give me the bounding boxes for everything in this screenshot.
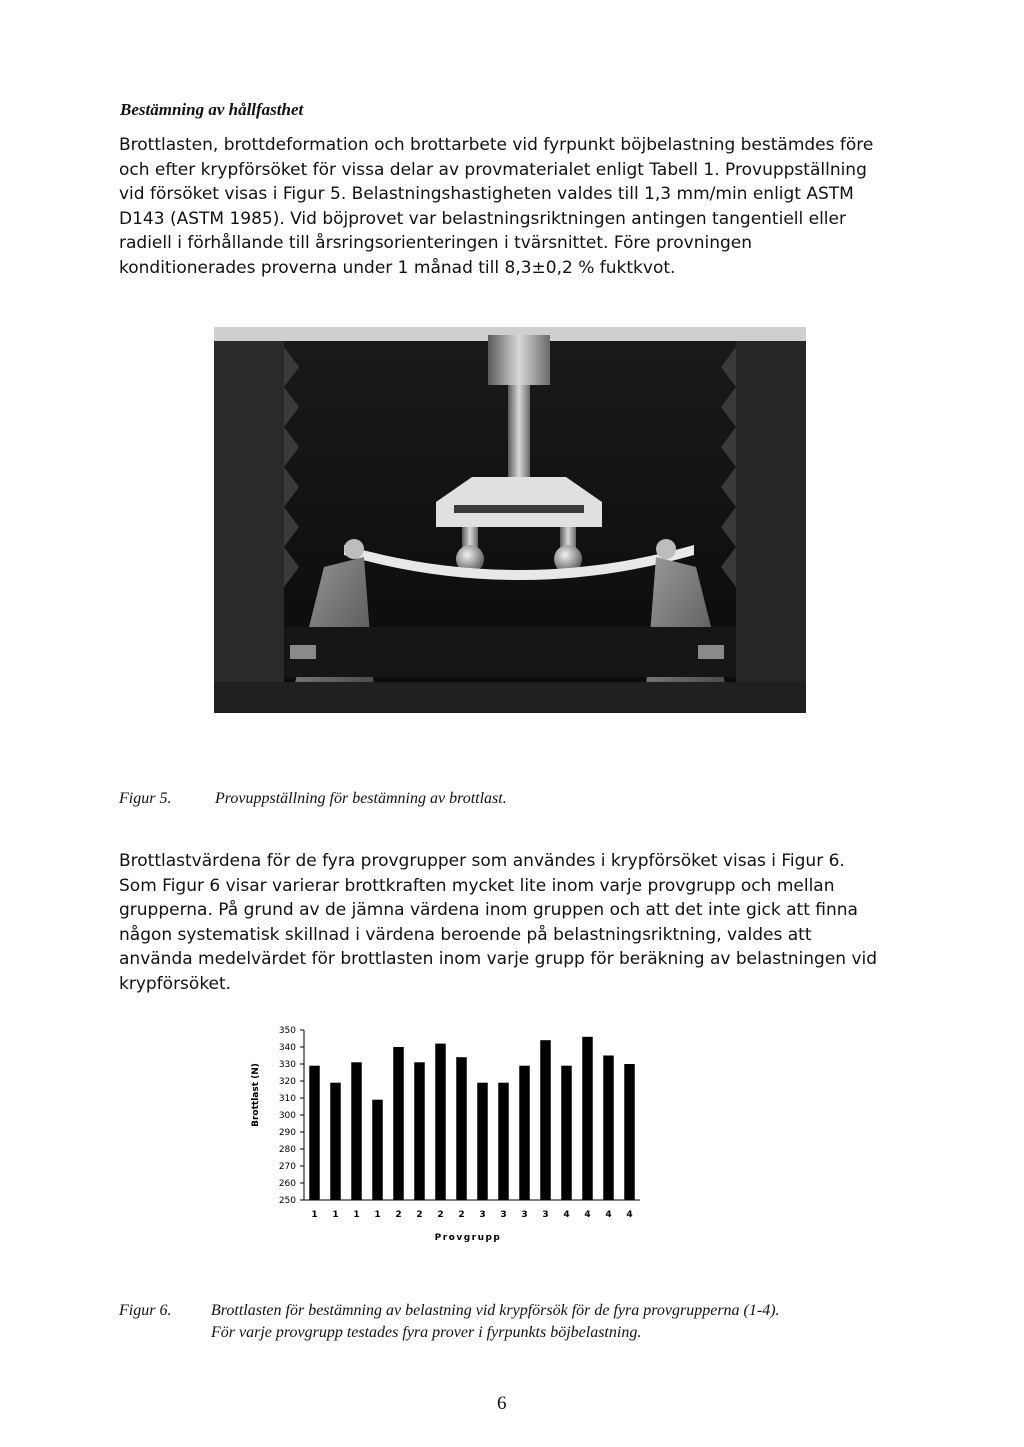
x-tick-label: 4 <box>563 1210 570 1220</box>
bar <box>456 1057 467 1200</box>
bar <box>603 1056 614 1201</box>
x-tick-label: 3 <box>542 1210 549 1220</box>
bar <box>330 1083 341 1200</box>
bar <box>435 1044 446 1200</box>
paragraph-breaking-load: Brottlastvärdena för de fyra provgrupper som användes i krypförsöket visas i Figur 6. Som Figur 6 visar varierar brottkraften mycket lite inom varje provgrupp och mellan grupperna. På grund av de jämna värdena inom gruppen och att det inte gick att finna någon systematisk skillnad i värdena beroende på belastningsriktning, valdes att använda medelvärdet för brottlasten inom varje grupp för beräkning av belastningen vid krypförsöket. <box>119 851 878 994</box>
bar <box>393 1047 404 1200</box>
y-tick-label: 350 <box>278 1026 296 1036</box>
y-tick-label: 340 <box>278 1043 296 1053</box>
y-tick-label: 320 <box>278 1077 296 1087</box>
x-tick-label: 1 <box>353 1210 360 1220</box>
x-tick-label: 2 <box>458 1210 465 1220</box>
x-tick-label: 3 <box>500 1210 507 1220</box>
x-tick-label: 4 <box>584 1210 591 1220</box>
y-tick-label: 260 <box>278 1179 296 1189</box>
x-tick-label: 1 <box>311 1210 318 1220</box>
x-tick-label: 3 <box>479 1210 486 1220</box>
bar <box>351 1062 362 1200</box>
figure6-caption <box>211 1300 891 1344</box>
x-tick-label: 2 <box>416 1210 423 1220</box>
bar <box>582 1037 593 1200</box>
page-number: 6 <box>497 1393 507 1414</box>
figure5-caption: Provuppställning för bestämning av brottlast. <box>215 790 507 807</box>
figure6-caption-line2: För varje provgrupp testades fyra prover i fyrpunkts böjbelastning. <box>211 1324 642 1341</box>
test-setup-illustration <box>214 327 806 713</box>
bar <box>477 1083 488 1200</box>
y-tick-label: 270 <box>278 1162 296 1172</box>
x-tick-label: 3 <box>521 1210 528 1220</box>
paragraph-strength-method: Brottlasten, brottdeformation och brottarbete vid fyrpunkt böjbelastning bestämdes före och efter krypförsöket för vissa delar av provmaterialet enligt Tabell 1. Provuppställning vid försöket visas i Figur 5. Belastningshastigheten valdes till 1,3 mm/min enligt ASTM D143 (ASTM 1985). Vid böjprovet var belastningsriktningen antingen tangentiell eller radiell i förhållande till årsringsorienteringen i tvärsnittet. Före provningen konditionerades proverna under 1 månad till 8,3±0,2 % fuktkvot. <box>119 135 874 278</box>
bar <box>498 1083 509 1200</box>
x-tick-label: 2 <box>395 1210 402 1220</box>
bar <box>519 1066 530 1200</box>
bar <box>561 1066 572 1200</box>
bar <box>624 1064 635 1200</box>
test-setup-photo <box>214 327 806 713</box>
x-axis <box>304 1200 640 1220</box>
y-axis-label: Brottlast (N) <box>251 1063 261 1127</box>
y-tick-label: 300 <box>278 1111 296 1121</box>
bar <box>309 1066 320 1200</box>
y-tick-label: 330 <box>278 1060 296 1070</box>
bars <box>309 1037 635 1200</box>
bar <box>372 1100 383 1200</box>
bar <box>414 1062 425 1200</box>
x-tick-label: 4 <box>626 1210 633 1220</box>
y-tick-label: 280 <box>278 1145 296 1155</box>
x-tick-label: 4 <box>605 1210 612 1220</box>
x-axis-label: Provgrupp <box>434 1233 502 1243</box>
bar <box>540 1040 551 1200</box>
figure6-number: Figur 6. <box>119 1302 172 1319</box>
y-tick-label: 290 <box>278 1128 296 1138</box>
breaking-load-bar-chart <box>236 1020 656 1250</box>
figure5-number: Figur 5. <box>119 790 172 807</box>
section-heading: Bestämning av hållfasthet <box>120 100 304 119</box>
x-tick-label: 1 <box>374 1210 381 1220</box>
x-tick-label: 1 <box>332 1210 339 1220</box>
y-axis <box>279 1026 304 1206</box>
y-tick-label: 250 <box>278 1196 296 1206</box>
x-tick-label: 2 <box>437 1210 444 1220</box>
figure6-caption-line1: Brottlasten för bestämning av belastning vid krypförsök för de fyra provgrupperna (1-4). <box>211 1302 780 1319</box>
y-tick-label: 310 <box>278 1094 296 1104</box>
